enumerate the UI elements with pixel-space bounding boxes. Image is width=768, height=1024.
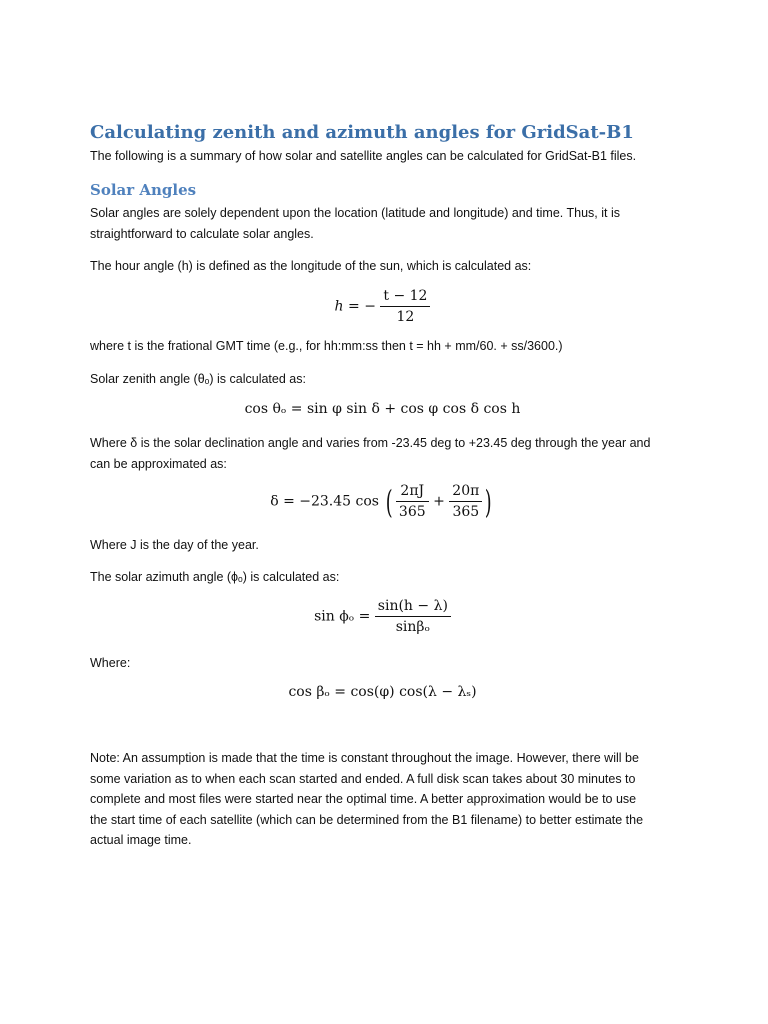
eq-hour-numerator: t − 12: [380, 288, 430, 307]
eq-decl-frac2-num: 20π: [449, 483, 482, 502]
eq-decl-frac1-num: 2πJ: [396, 483, 429, 502]
eq-hour-lhs: h: [334, 298, 344, 315]
hour-angle-text: The hour angle (h) is defined as the longitude of the sun, which is calculated as:: [90, 259, 532, 273]
document-title: Calculating zenith and azimuth angles for GridSat-B1: [90, 122, 634, 143]
left-paren-icon: (: [386, 482, 394, 521]
solar-desc-line-1: Solar angles are solely dependent upon the location (latitude and longitude) and time. Thus, it is: [90, 206, 620, 220]
eq-hour-fraction: [380, 288, 430, 325]
eq-hour-equals: = −: [343, 298, 376, 315]
eq-decl-plus: +: [433, 493, 445, 510]
eq-decl-frac2-den: 365: [452, 504, 480, 520]
eq-decl-fraction-2: [449, 483, 482, 520]
solar-desc-line-2: straightforward to calculate solar angles.: [90, 226, 314, 241]
eq-hour-denominator: 12: [396, 309, 415, 325]
zenith-angle-text: Solar zenith angle (θₒ) is calculated as:: [90, 372, 306, 386]
eq-azimuth-lhs: sin ϕₒ =: [314, 608, 375, 625]
time-description: where t is the frational GMT time (e.g., for hh:mm:ss then t = hh + mm/60. + ss/3600.): [90, 339, 563, 353]
day-of-year-text: Where J is the day of the year.: [90, 538, 259, 552]
note-line-2: some variation as to when each scan started and ended. A full disk scan takes about 30 minutes to: [90, 771, 636, 786]
equation-azimuth: [90, 598, 675, 635]
eq-decl-frac1-den: 365: [398, 504, 426, 520]
eq-decl-fraction-1: [396, 483, 429, 520]
note-line-4: the start time of each satellite (which can be determined from the B1 filename) to better estimate the: [90, 812, 644, 827]
document-page: [90, 0, 690, 1024]
declination-line-1: Where δ is the solar declination angle and varies from -23.45 deg to +23.45 deg through the year and: [90, 436, 651, 450]
equation-declination: [90, 483, 675, 520]
eq-decl-lhs: δ = −23.45 cos: [270, 493, 379, 510]
note-line-1: Note: An assumption is made that the time is constant throughout the image. However, there will be: [90, 751, 639, 765]
solar-angles-description: [90, 203, 675, 244]
azimuth-angle-text: The solar azimuth angle (ϕₒ) is calculated as:: [90, 570, 340, 584]
equation-beta: cos βₒ = cos(φ) cos(λ − λₛ): [288, 684, 477, 700]
note-line-3: complete and most files were started near the optimal time. A better approximation would be to use: [90, 792, 637, 806]
eq-azimuth-denominator: sinβₒ: [395, 619, 430, 635]
eq-azimuth-numerator: sin(h − λ): [375, 598, 451, 617]
section-heading-solar-angles: Solar Angles: [90, 181, 197, 199]
equation-hour-angle: [90, 288, 675, 325]
right-paren-icon: ): [485, 482, 492, 521]
eq-azimuth-fraction: [375, 598, 451, 635]
note-line-5: actual image time.: [90, 833, 192, 847]
where-label: Where:: [90, 656, 131, 670]
intro-text: The following is a summary of how solar and satellite angles can be calculated for GridSat-B1 files.: [90, 149, 637, 163]
note-paragraph: [90, 748, 675, 851]
equation-zenith: cos θₒ = sin φ sin δ + cos φ cos δ cos h: [244, 401, 521, 417]
declination-description: [90, 433, 675, 474]
declination-line-2: can be approximated as:: [90, 456, 227, 471]
